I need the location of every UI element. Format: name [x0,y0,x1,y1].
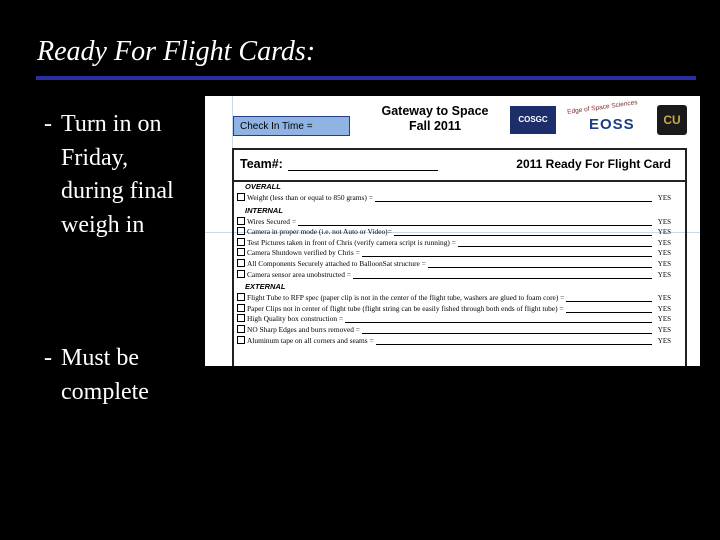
ready-for-flight-card-image [205,96,700,366]
item-label: Camera in proper mode (i.e. not Auto or Video)= [247,227,392,237]
leader-line [458,246,652,247]
item-status: YES [657,304,671,313]
checkbox-icon [237,259,245,267]
checklist-item [237,270,677,280]
checklist-item [237,217,677,227]
item-status: YES [657,270,671,279]
item-status: YES [657,249,671,258]
leader-line [362,333,652,334]
leader-line [362,256,652,257]
bullet-turn-in [44,108,174,242]
checkbox-icon [237,238,245,246]
item-status: YES [657,326,671,334]
cosgc-logo: COSGC [510,106,556,134]
item-label: All Components Securely attached to BalloonSat structure = [247,259,426,268]
checkbox-icon [237,248,245,256]
checklist-item [237,304,677,314]
item-label: NO Sharp Edges and burrs removed = [247,325,360,334]
checkbox-icon [237,270,245,278]
section-heading: EXTERNAL [245,282,286,292]
checkbox-icon [237,304,245,312]
leader-line [345,322,652,323]
checklist-item [237,248,677,258]
item-label: Camera Shutdown verified by Chris = [247,248,360,258]
sheet-header [234,150,685,182]
header-line-1: Gateway to Space [381,104,489,118]
section-heading: INTERNAL [245,205,283,215]
item-status: YES [657,194,671,202]
item-label: Flight Tube to RFP spec (paper clip is not in the center of the flight tube, washers are glued to foam core) = [247,293,565,303]
item-status: YES [657,217,671,226]
item-label: High Quality box construction = [247,314,344,324]
eoss-logo-arc-text: Edge of Space Sciences [566,99,638,116]
slide-title: Ready For Flight Cards: [37,36,316,67]
checklist-item [237,336,677,346]
team-number-line [288,170,438,171]
checklist-item [237,325,677,335]
team-label: Team#: [240,157,283,171]
check-in-time-box: Check In Time = [233,116,350,136]
checklist-item [237,293,677,303]
checklist-sheet [232,148,687,366]
section-heading: OVERALL [245,182,281,191]
bullet-text: Must be complete [61,345,149,405]
bullet-dash: - [44,345,52,371]
card-header [375,104,495,134]
leader-line [566,312,652,313]
bullet-text: Turn in on Friday, during final weigh in [61,111,174,238]
cu-logo: CU [657,105,687,135]
leader-line [375,201,652,202]
checkbox-icon [237,314,245,322]
bullet-must-be-complete [44,342,184,409]
item-label: Test Pictures taken in front of Chris (verify camera script is running) = [247,237,456,247]
checklist-item [237,227,677,237]
checklist-item [237,314,677,324]
leader-line [376,344,652,345]
leader-line [353,278,652,279]
checklist-item [237,259,677,269]
item-label: Aluminum tape on all corners and seams = [247,335,374,345]
item-status: YES [657,228,671,237]
title-underline [36,76,696,80]
item-label: Camera sensor area unobstructed = [247,269,351,279]
checkbox-icon [237,336,245,344]
checklist-item [237,238,677,248]
checkbox-icon [237,325,245,333]
leader-line [566,301,652,302]
item-label: Wires Secured = [247,216,297,226]
checkbox-icon [237,227,245,235]
item-label: Weight (less than or equal to 850 grams) = [247,193,373,202]
leader-line [298,225,652,226]
leader-line [428,267,652,268]
checkbox-icon [237,293,245,301]
item-status: YES [657,238,671,247]
checkbox-icon [237,193,245,201]
item-label: Paper Clips not in center of flight tube (flight string can be easily fished through both ends of flight tube) = [247,303,564,313]
item-status: YES [657,260,671,268]
header-line-2: Fall 2011 [408,119,462,133]
checklist-item [237,193,677,203]
leader-line [394,235,652,236]
eoss-logo-text: EOSS [589,116,635,133]
item-status: YES [657,336,671,345]
bullet-dash: - [44,111,52,137]
item-status: YES [657,294,671,303]
eoss-logo [565,99,645,136]
checkbox-icon [237,217,245,225]
card-title: 2011 Ready For Flight Card [516,157,671,171]
item-status: YES [657,315,671,324]
